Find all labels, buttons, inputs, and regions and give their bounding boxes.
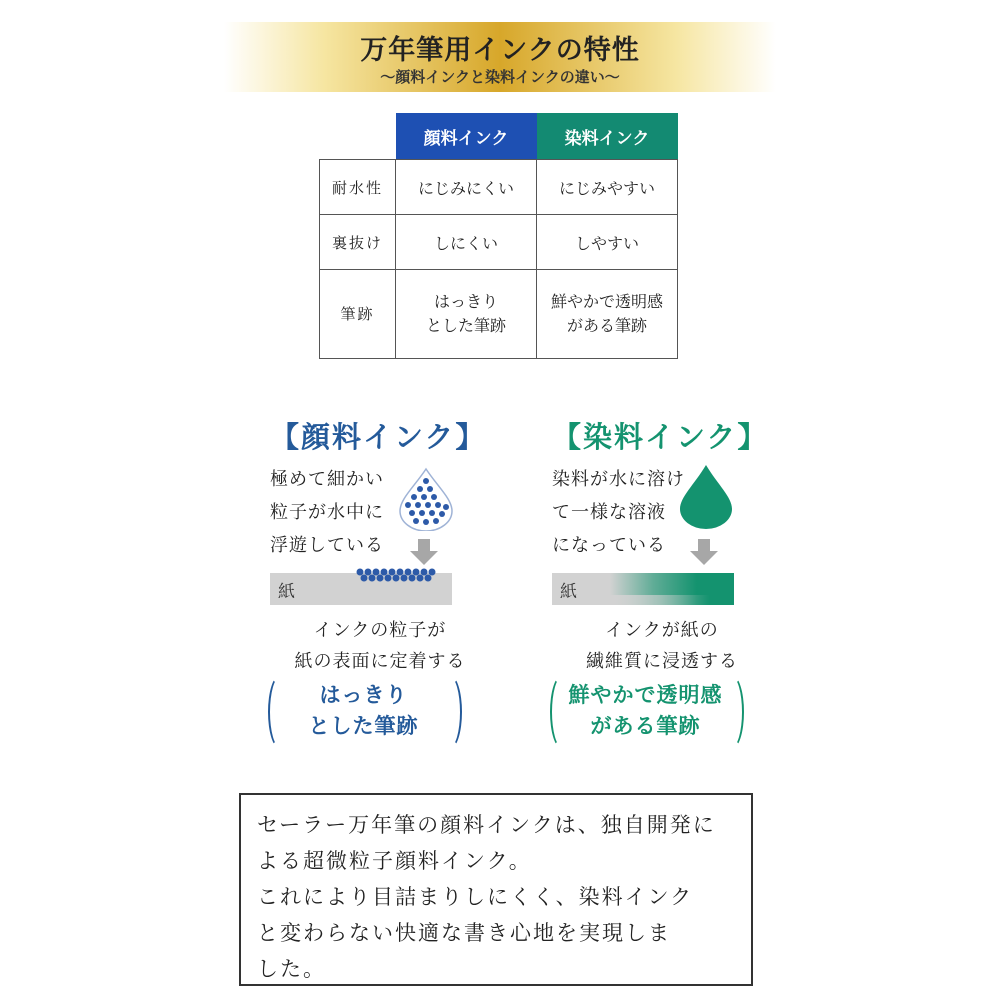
desc-line: 染料が水に溶け bbox=[552, 469, 685, 490]
paper-label: 紙 bbox=[278, 582, 295, 602]
result-line: インクが紙の bbox=[605, 620, 719, 641]
trait-line: はっきり bbox=[319, 683, 408, 707]
pigment-trait bbox=[286, 680, 441, 742]
footer-line: と変わらない快適な書き心地を実現しま bbox=[257, 921, 671, 945]
pigment-particles-icon bbox=[356, 567, 436, 583]
footer-line: これにより目詰まりしにくく、染料インク bbox=[257, 885, 694, 909]
dye-result bbox=[552, 615, 772, 677]
cell-line: 鮮やかで透明感 bbox=[550, 292, 663, 311]
table-corner bbox=[320, 113, 396, 160]
dye-heading: 【染料インク】 bbox=[552, 420, 769, 454]
table-header-dye: 染料インク bbox=[537, 113, 678, 160]
table-row bbox=[320, 160, 678, 215]
trait-line: がある筆跡 bbox=[590, 714, 701, 738]
pigment-result bbox=[270, 615, 490, 677]
desc-line: になっている bbox=[552, 535, 666, 556]
desc-line: 極めて細かい bbox=[270, 469, 384, 490]
right-paren-decoration bbox=[438, 675, 462, 749]
right-paren-decoration bbox=[720, 675, 744, 749]
table-row bbox=[320, 270, 678, 359]
row-label-handwriting: 筆跡 bbox=[320, 270, 396, 359]
cell-dye-bleed-through: しやすい bbox=[537, 215, 678, 270]
footer-note-box bbox=[239, 793, 753, 986]
cell-dye-water-resistance: にじみやすい bbox=[537, 160, 678, 215]
cell-pigment-handwriting bbox=[396, 270, 537, 359]
cell-line: とした筆跡 bbox=[425, 316, 506, 335]
down-arrow-icon bbox=[690, 539, 718, 565]
result-line: インクの粒子が bbox=[313, 620, 447, 641]
dye-description bbox=[552, 463, 685, 562]
footer-line: よる超微粒子顔料インク。 bbox=[257, 849, 532, 873]
page-subtitle: 〜顔料インクと染料インクの違い〜 bbox=[380, 68, 620, 86]
page-title: 万年筆用インクの特性 bbox=[360, 35, 640, 66]
header-banner bbox=[224, 22, 776, 92]
table-row bbox=[320, 215, 678, 270]
comparison-table bbox=[319, 113, 678, 359]
trait-line: 鮮やかで透明感 bbox=[568, 683, 723, 707]
pigment-heading: 【顔料インク】 bbox=[270, 420, 487, 454]
dye-penetration-gradient bbox=[610, 573, 734, 605]
cell-line: がある筆跡 bbox=[566, 316, 647, 335]
footer-line: した。 bbox=[257, 957, 326, 981]
desc-line: 浮遊している bbox=[270, 535, 384, 556]
pigment-droplet-icon bbox=[394, 467, 458, 531]
row-label-bleed-through: 裏抜け bbox=[320, 215, 396, 270]
footer-text bbox=[257, 807, 741, 987]
cell-line: はっきり bbox=[433, 292, 498, 311]
result-line: 紙の表面に定着する bbox=[294, 651, 466, 672]
desc-line: 粒子が水中に bbox=[270, 502, 384, 523]
desc-line: て一様な溶液 bbox=[552, 502, 666, 523]
paper-label: 紙 bbox=[560, 582, 577, 602]
dye-trait bbox=[568, 680, 723, 742]
table-header-pigment: 顔料インク bbox=[396, 113, 537, 160]
pigment-description bbox=[270, 463, 384, 562]
paper-surface bbox=[552, 573, 734, 605]
cell-pigment-water-resistance: にじみにくい bbox=[396, 160, 537, 215]
dye-droplet-icon bbox=[678, 463, 734, 529]
down-arrow-icon bbox=[410, 539, 438, 565]
row-label-water-resistance: 耐水性 bbox=[320, 160, 396, 215]
footer-line: セーラー万年筆の顔料インクは、独自開発に bbox=[257, 813, 716, 837]
cell-dye-handwriting bbox=[537, 270, 678, 359]
paper-surface bbox=[270, 573, 452, 605]
result-line: 繊維質に浸透する bbox=[586, 651, 738, 672]
cell-pigment-bleed-through: しにくい bbox=[396, 215, 537, 270]
trait-line: とした筆跡 bbox=[308, 714, 419, 738]
